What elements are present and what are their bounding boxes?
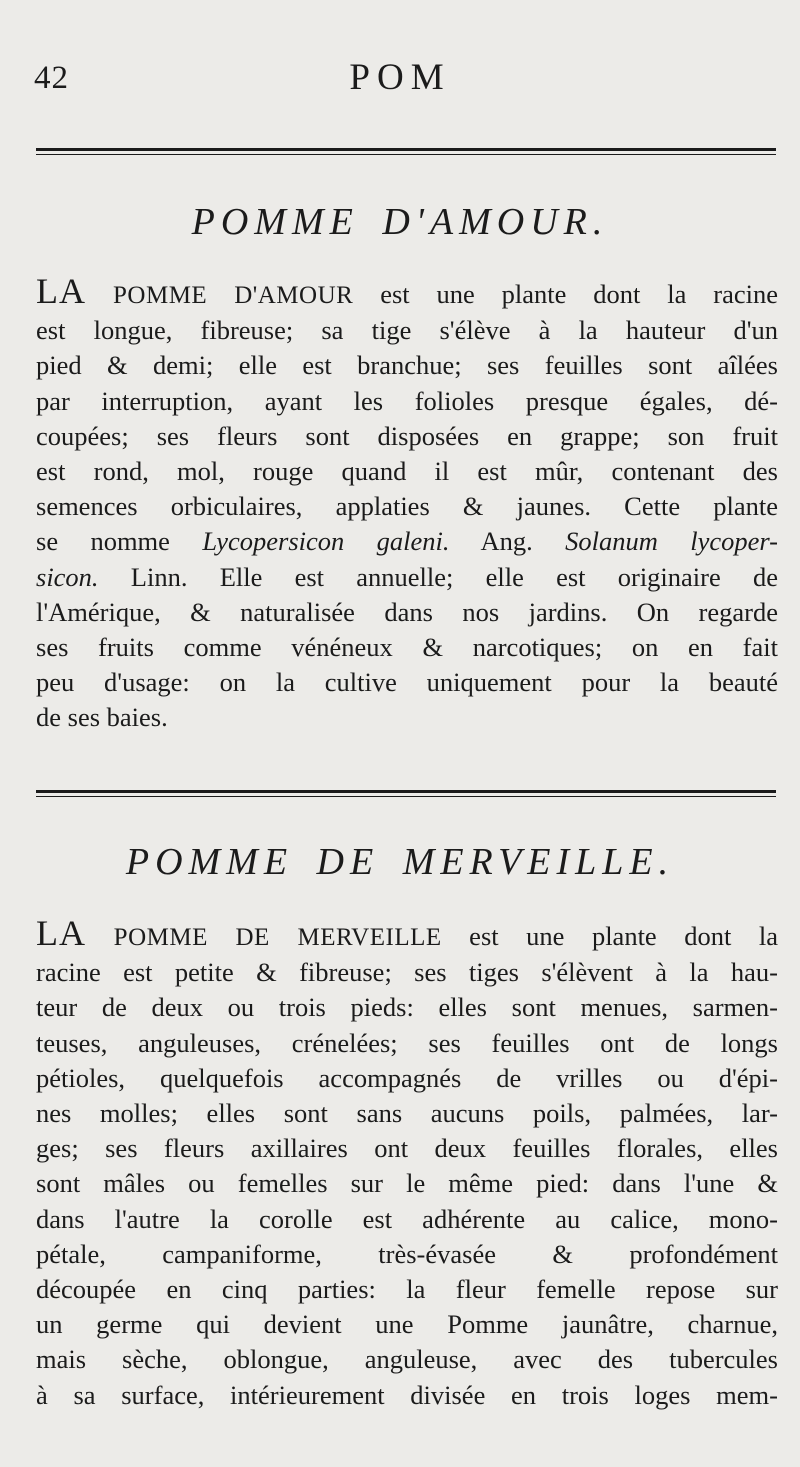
text-line: coupées; ses fleurs sont disposées en grappe; son fruit bbox=[36, 420, 778, 451]
text-line: est rond, mol, rouge quand il est mûr, contenant des bbox=[36, 456, 778, 487]
text-line: nes molles; elles sont sans aucuns poils, palmées, lar- bbox=[36, 1098, 778, 1129]
article-title-pomme-de-merveille: POMME DE MERVEILLE. bbox=[125, 841, 675, 883]
text-line: sont mâles ou femelles sur le même pied: dans l'une & bbox=[36, 1168, 778, 1199]
text-line: LA POMME D'AMOUR est une plante dont la racine bbox=[36, 271, 778, 311]
text-line: est longue, fibreuse; sa tige s'élève à la hauteur d'un bbox=[36, 315, 778, 346]
text-line: découpée en cinq parties: la fleur femelle repose sur bbox=[36, 1274, 778, 1305]
text-line: peu d'usage: on la cultive uniquement pour la beauté bbox=[36, 667, 778, 698]
initial-letters: LA bbox=[36, 271, 86, 311]
latin-name: sicon. bbox=[36, 561, 99, 592]
text-line: l'Amérique, & naturalisée dans nos jardins. On regarde bbox=[36, 596, 778, 627]
text-line: pétale, campaniforme, très-évasée & profondément bbox=[36, 1238, 778, 1269]
article-text-pomme-d-amour bbox=[36, 271, 778, 736]
text-line: ses fruits comme vénéneux & narcotiques; on en fait bbox=[36, 632, 778, 663]
text-line: se nomme Lycopersicon galeni. Ang. Solanum lycoper- bbox=[36, 526, 778, 557]
headword: POMME D'AMOUR bbox=[86, 282, 354, 309]
page-number: 42 bbox=[34, 60, 69, 96]
article-text-pomme-de-merveille bbox=[36, 913, 779, 1413]
text-line: racine est petite & fibreuse; ses tiges s'élèvent à la hau- bbox=[36, 957, 778, 988]
text-line: pied & demi; elle est branchue; ses feuilles sont aîlées bbox=[36, 350, 778, 381]
text-line: de ses baies. bbox=[36, 702, 168, 733]
text-line: par interruption, ayant les folioles presque égales, dé- bbox=[36, 385, 778, 416]
text-line: ges; ses fleurs axillaires ont deux feuilles florales, elles bbox=[36, 1133, 778, 1164]
header-rule bbox=[36, 148, 776, 155]
headword: POMME DE MERVEILLE bbox=[86, 924, 442, 951]
text-line: teuses, anguleuses, crénelées; ses feuilles ont de longs bbox=[36, 1027, 778, 1058]
text-line: mais sèche, oblongue, anguleuse, avec des tubercules bbox=[36, 1344, 778, 1375]
text-line: LA POMME DE MERVEILLE est une plante dont la bbox=[36, 913, 779, 953]
text-line: pétioles, quelquefois accompagnés de vrilles ou d'épi- bbox=[36, 1062, 778, 1093]
text-line: semences orbiculaires, applaties & jaunes. Cette plante bbox=[36, 491, 778, 522]
section-rule bbox=[36, 790, 776, 797]
initial-letters: LA bbox=[36, 913, 86, 953]
latin-name: Lycopersicon galeni. bbox=[202, 526, 450, 557]
article-title-pomme-d-amour: POMME D'AMOUR. bbox=[191, 201, 609, 243]
text-line: à sa surface, intérieurement divisée en trois loges mem- bbox=[36, 1379, 778, 1410]
text-line: un germe qui devient une Pomme jaunâtre, charnue, bbox=[36, 1309, 778, 1340]
latin-name: Solanum lycoper- bbox=[565, 526, 778, 557]
text-line: sicon. Linn. Elle est annuelle; elle est originaire de bbox=[36, 561, 778, 592]
text-line: teur de deux ou trois pieds: elles sont menues, sarmen- bbox=[36, 992, 778, 1023]
text-line: dans l'autre la corolle est adhérente au calice, mono- bbox=[36, 1203, 778, 1234]
running-head: POM bbox=[349, 57, 451, 98]
